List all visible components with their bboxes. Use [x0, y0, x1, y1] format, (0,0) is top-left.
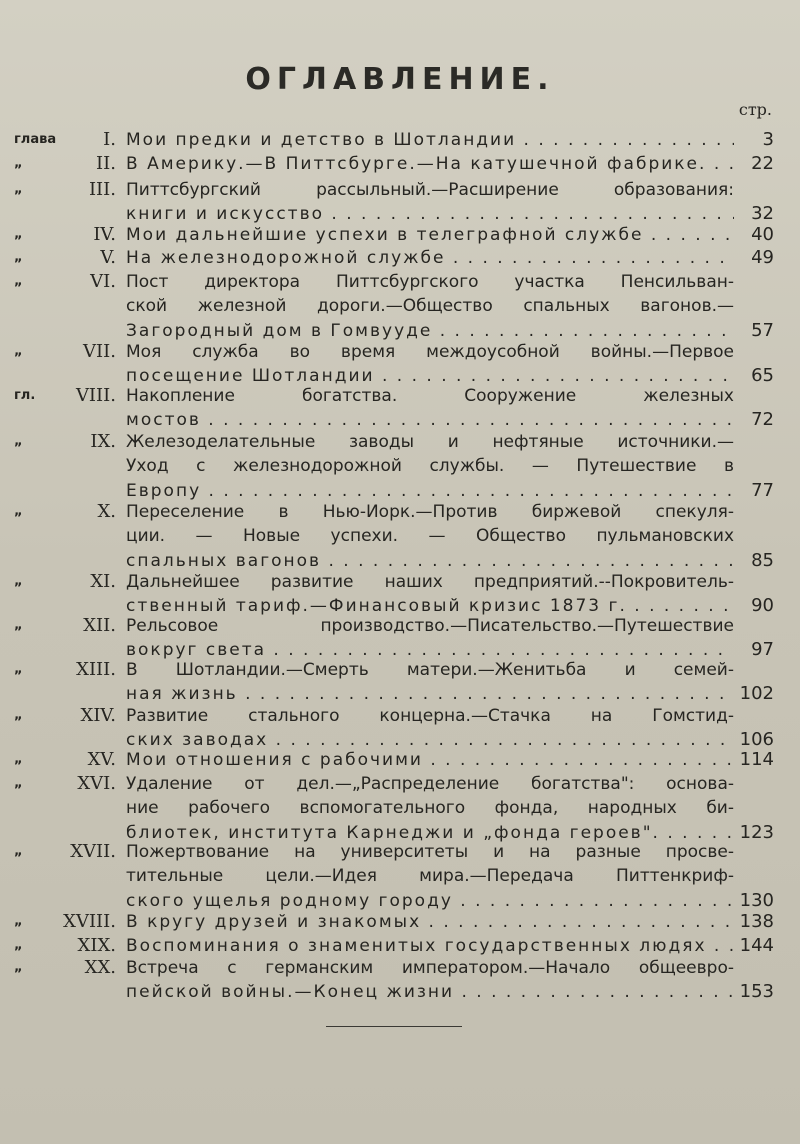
chapter-title-line: Накопление богатства. Сооружение железных: [126, 386, 734, 406]
chapter-prefix: „: [14, 504, 23, 519]
chapter-title-line: вокруг света . . .: [126, 638, 734, 662]
chapter-prefix: „: [14, 574, 23, 589]
chapter-number: X.: [97, 501, 116, 522]
page-number: 72: [751, 409, 774, 431]
chapter-title-line: Пост директора Питтсбургского участка Пенсильван-: [126, 272, 734, 292]
chapter-title-line: На железнодорожной службе . . .: [126, 246, 734, 270]
chapter-title-line: ции. — Новые успехи. — Общество пульмановских: [126, 526, 734, 547]
page-number: 153: [739, 981, 774, 1003]
page-title: ОГЛАВЛЕНИЕ.: [245, 62, 555, 97]
chapter-title-line: ских заводах . . .: [126, 728, 734, 752]
chapter-title-line: ственный тариф.—Финансовый кризис 1873 г. . . .: [126, 594, 734, 618]
chapter-number: III.: [88, 179, 116, 200]
chapter-title-line: книги и искусство . . .: [126, 202, 734, 226]
chapter-number: VIII.: [75, 385, 116, 406]
chapter-number: XI.: [90, 571, 116, 592]
chapter-number: XVII.: [70, 841, 116, 862]
chapter-prefix: глава: [14, 132, 57, 147]
chapter-prefix: „: [14, 182, 23, 197]
page-number: 130: [739, 889, 774, 911]
page-number: 65: [751, 365, 774, 387]
page-number: 49: [751, 247, 774, 268]
chapter-title-line: Переселение в Нью-Иорк.—Против биржевой спекуля-: [126, 502, 734, 522]
chapter-number: II.: [96, 153, 116, 174]
chapter-number: IX.: [90, 431, 116, 452]
chapter-prefix: „: [14, 776, 23, 791]
chapter-title-line: Железоделательные заводы и нефтяные источники.—: [126, 432, 734, 452]
chapter-title-line: Мои предки и детство в Шотландии . . .: [126, 128, 734, 152]
chapter-title-line: ской железной дороги.—Общество спальных вагонов.—: [126, 296, 734, 317]
chapter-title-line: Европу . . .: [126, 479, 734, 503]
chapter-prefix: „: [14, 914, 23, 929]
chapter-prefix: „: [14, 250, 23, 265]
chapter-prefix: гл.: [14, 388, 36, 403]
page-number: 3: [762, 129, 774, 150]
chapter-number: XIII.: [76, 659, 116, 680]
chapter-number: IV.: [93, 224, 116, 245]
page-number: 40: [751, 224, 774, 245]
chapter-title-line: Мои дальнейшие успехи в телеграфной службе . . .: [126, 223, 734, 247]
chapter-title-line: Пожертвование на университеты и на разные просве-: [126, 842, 734, 862]
chapter-title-line: Уход с железнодорожной службы. — Путешествие в: [126, 456, 734, 477]
chapter-number: XIV.: [80, 705, 116, 726]
chapter-title-line: спальных вагонов . . .: [126, 549, 734, 573]
page-number: 106: [739, 729, 774, 751]
chapter-title-line: В Шотландии.—Смерть матери.—Женитьба и семей-: [126, 660, 734, 680]
chapter-title-line: ского ущелья родному городу . . .: [126, 889, 734, 913]
chapter-title-line: посещение Шотландии . . .: [126, 364, 734, 388]
chapter-title-line: Питтсбургский рассыльный.—Расширение образования:: [126, 180, 734, 200]
chapter-title-line: мостов . . .: [126, 408, 734, 432]
page-column-label: стр.: [738, 100, 772, 119]
chapter-prefix: „: [14, 344, 23, 359]
chapter-number: VI.: [90, 271, 116, 292]
page-number: 97: [751, 639, 774, 661]
chapter-title-line: Воспоминания о знаменитых государственных людях . . .: [126, 934, 734, 958]
page-number: 144: [739, 935, 774, 956]
chapter-title-line: пейской войны.—Конец жизни . . .: [126, 980, 734, 1004]
divider-rule: [326, 1026, 462, 1027]
chapter-title-line: В Америку.—В Питтсбурге.—На катушечной фабрике. . . .: [126, 152, 734, 176]
page-number: 123: [739, 821, 774, 843]
page-number: 22: [751, 153, 774, 174]
chapter-number: XX.: [84, 957, 116, 978]
page-number: 77: [751, 479, 774, 501]
chapter-prefix: „: [14, 156, 23, 171]
page-number: 114: [739, 749, 774, 770]
chapter-prefix: „: [14, 274, 23, 289]
chapter-number: XVI.: [77, 773, 116, 794]
chapter-title-line: Моя служба во время междоусобной войны.—Первое: [126, 342, 734, 362]
chapter-prefix: „: [14, 752, 23, 767]
chapter-prefix: „: [14, 227, 23, 242]
chapter-number: XV.: [87, 749, 116, 770]
chapter-prefix: „: [14, 960, 23, 975]
chapter-number: VII.: [83, 341, 116, 362]
page-number: 102: [739, 683, 774, 705]
chapter-prefix: „: [14, 618, 23, 633]
page-number: 57: [751, 319, 774, 341]
page-number: 85: [751, 549, 774, 571]
chapter-title-line: В кругу друзей и знакомых . . .: [126, 910, 734, 934]
chapter-title-line: Встреча с германским императором.—Начало общеевро-: [126, 958, 734, 978]
chapter-prefix: „: [14, 708, 23, 723]
chapter-title-line: тительные цели.—Идея мира.—Передача Питтенкриф-: [126, 866, 734, 887]
chapter-prefix: „: [14, 938, 23, 953]
chapter-title-line: Загородный дом в Гомвууде . . .: [126, 319, 734, 343]
chapter-number: XII.: [83, 615, 116, 636]
chapter-prefix: „: [14, 662, 23, 677]
chapter-prefix: „: [14, 844, 23, 859]
chapter-title-line: Развитие стального концерна.—Стачка на Гомстид-: [126, 706, 734, 726]
chapter-title-line: Дальнейшее развитие наших предприятий.--Покровитель-: [126, 572, 734, 592]
chapter-number: XIX.: [77, 935, 116, 956]
page-number: 32: [751, 203, 774, 225]
chapter-title-line: блиотек, института Карнеджи и „фонда героев". . . .: [126, 821, 734, 845]
chapter-prefix: „: [14, 434, 23, 449]
chapter-title-line: Удаление от дел.—„Распределение богатства": основа-: [126, 774, 734, 794]
chapter-title-line: ная жизнь . . .: [126, 682, 734, 706]
page-number: 90: [751, 595, 774, 617]
chapter-title-line: Рельсовое производство.—Писательство.—Путешествие: [126, 616, 734, 636]
chapter-title-line: Мои отношения с рабочими . . .: [126, 748, 734, 772]
chapter-number: V.: [100, 247, 116, 268]
chapter-number: I.: [103, 129, 116, 150]
chapter-title-line: ние рабочего вспомогательного фонда, народных би-: [126, 798, 734, 819]
page-number: 138: [739, 911, 774, 932]
chapter-number: XVIII.: [63, 911, 116, 932]
